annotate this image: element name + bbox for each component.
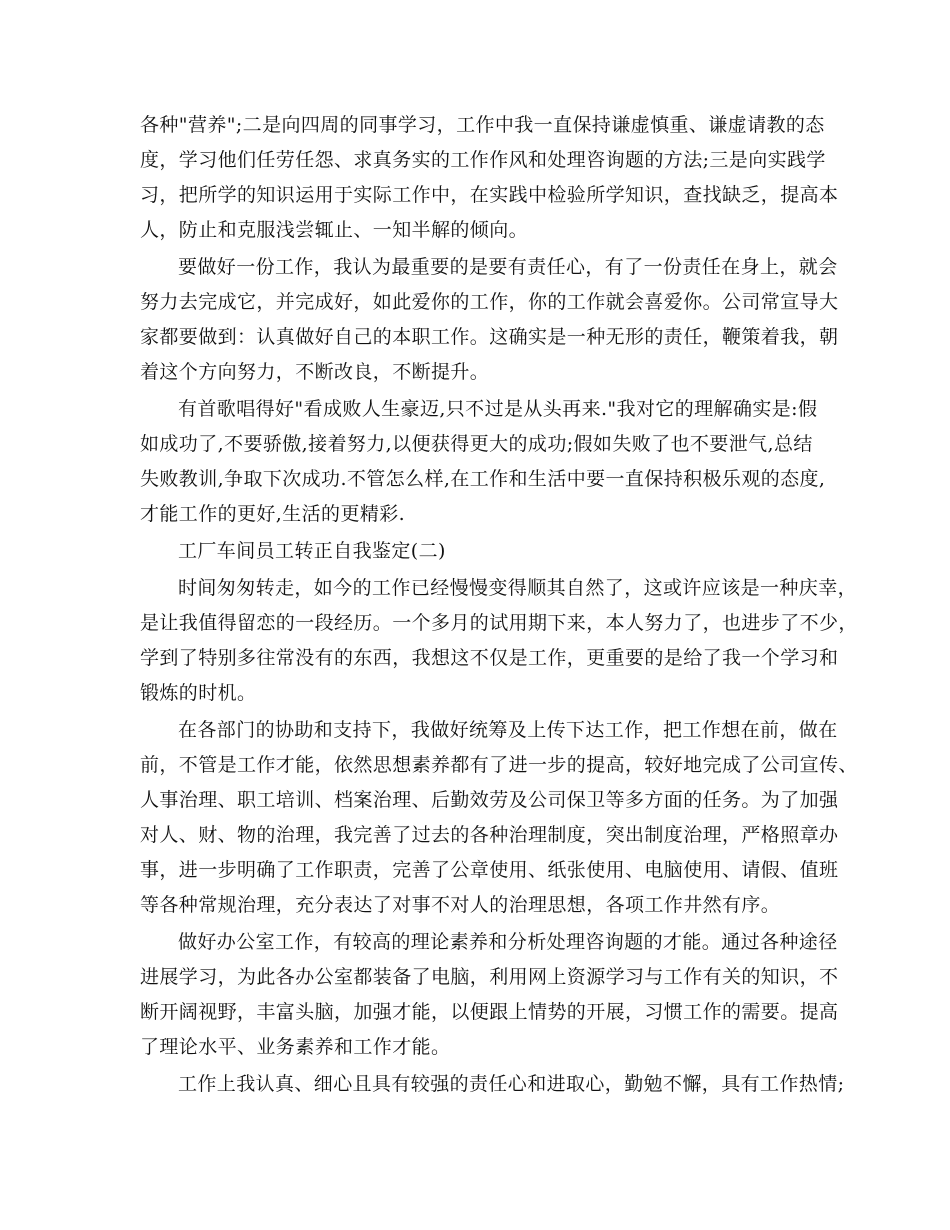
text-line: 家都要做到：认真做好自己的本职工作。这确实是一种无形的责任，鞭策着我，朝	[140, 326, 839, 348]
text-line: 有首歌唱得好"看成败人生豪迈,只不过是从头再来."我对它的理解确实是:假	[178, 398, 818, 420]
text-line: 等各种常规治理，充分表达了对事不对人的治理思想，各项工作井然有序。	[140, 894, 781, 916]
paragraph	[140, 1071, 845, 1097]
text-line: 前，不管是工作才能，依然思想素养都有了进一步的提高，较好地完成了公司宣传、	[140, 754, 858, 776]
text-line: 才能工作的更好,生活的更精彩.	[140, 503, 406, 525]
text-line: 时间匆匆转走，如今的工作已经慢慢变得顺其自然了，这或许应该是一种庆幸，	[178, 577, 858, 599]
document-page	[140, 112, 858, 1097]
section-heading	[140, 538, 820, 564]
text-line: 做好办公室工作，有较高的理论素养和分析处理咨询题的才能。通过各种途径	[178, 931, 838, 953]
heading-text: 工厂车间员工转正自我鉴定(二)	[178, 540, 446, 562]
text-line: 断开阔视野，丰富头脑，加强才能，以便跟上情势的开展，习惯工作的需要。提高	[140, 1001, 839, 1023]
text-line: 了理论水平、业务素养和工作才能。	[140, 1036, 451, 1058]
text-line: 对人、财、物的治理，我完善了过去的各种治理制度，突出制度治理，严格照章办	[140, 824, 839, 846]
paragraph	[140, 396, 826, 527]
paragraph	[140, 717, 858, 918]
paragraph	[140, 575, 858, 706]
text-line: 各种"营养";二是向四周的同事学习，工作中我一直保持谦虚慎重、谦虚请教的态	[140, 114, 825, 136]
text-line: 人事治理、职工培训、档案治理、后勤效劳及公司保卫等多方面的任务。为了加强	[140, 789, 839, 811]
text-line: 要做好一份工作，我认为最重要的是要有责任心，有了一份责任在身上，就会	[178, 256, 838, 278]
paragraph	[140, 929, 839, 1060]
text-line: 习，把所学的知识运用于实际工作中，在实践中检验所学知识，查找缺乏，提高本	[140, 184, 839, 206]
paragraph	[140, 112, 839, 243]
text-line: 在各部门的协助和支持下，我做好统筹及上传下达工作，把工作想在前，做在	[178, 719, 838, 741]
text-line: 锻炼的时机。	[140, 682, 257, 704]
text-line: 人，防止和克服浅尝辄止、一知半解的倾向。	[140, 219, 529, 241]
text-line: 学到了特别多往常没有的东西，我想这不仅是工作，更重要的是给了我一个学习和	[140, 647, 839, 669]
paragraph	[140, 254, 839, 385]
text-line: 度，学习他们任劳任怨、求真务实的工作作风和处理咨询题的方法;三是向实践学	[140, 149, 826, 171]
text-line: 着这个方向努力，不断改良，不断提升。	[140, 361, 490, 383]
text-line: 事，进一步明确了工作职责，完善了公章使用、纸张使用、电脑使用、请假、值班	[140, 859, 839, 881]
text-line: 如成功了,不要骄傲,接着努力,以便获得更大的成功;假如失败了也不要泄气,总结	[140, 433, 813, 455]
text-line: 努力去完成它，并完成好，如此爱你的工作，你的工作就会喜爱你。公司常宣导大	[140, 291, 839, 313]
text-line: 进展学习，为此各办公室都装备了电脑，利用网上资源学习与工作有关的知识，不	[140, 966, 839, 988]
text-line: 是让我值得留恋的一段经历。一个多月的试用期下来，本人努力了，也进步了不少，	[140, 612, 858, 634]
text-line: 工作上我认真、细心且具有较强的责任心和进取心，勤勉不懈，具有工作热情;	[178, 1073, 845, 1095]
text-line: 失败教训,争取下次成功.不管怎么样,在工作和生活中要一直保持积极乐观的态度,	[140, 468, 826, 490]
